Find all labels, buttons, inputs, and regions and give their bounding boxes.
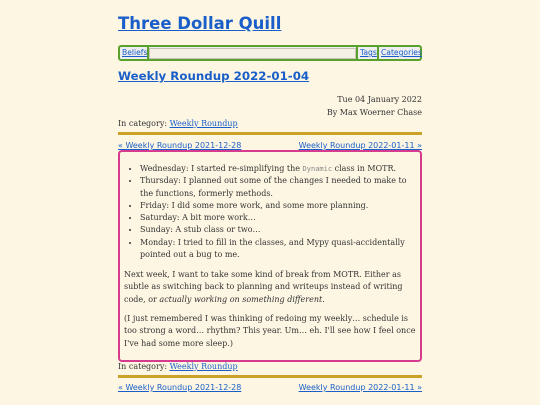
roundup-list bbox=[140, 163, 416, 261]
prev-post-link[interactable]: « Weekly Roundup 2021-12-28 bbox=[118, 383, 242, 392]
list-item: • Sunday: A stub class or two… bbox=[140, 224, 416, 236]
next-post-link[interactable]: Weekly Roundup 2022-01-11 » bbox=[298, 383, 422, 392]
post-title-link[interactable]: Weekly Roundup 2022-01-04 bbox=[118, 69, 310, 83]
prev-post-link[interactable]: « Weekly Roundup 2021-12-28 bbox=[118, 141, 242, 150]
nav-tags-link[interactable]: Tags bbox=[360, 48, 377, 57]
code-snippet: Dynamic bbox=[302, 165, 333, 173]
post-date: Tue 04 January 2022 bbox=[337, 95, 422, 104]
list-item: • Thursday: I planned out some of the changes I needed to make to the functions, formerly methods. bbox=[140, 175, 416, 200]
category-line-bottom bbox=[118, 362, 238, 371]
divider-rule bbox=[118, 375, 422, 378]
nav-divider bbox=[377, 47, 379, 59]
list-item: • Wednesday: I started re-simplifying the Dynamic class in MOTR. bbox=[140, 163, 416, 175]
site-title-link[interactable]: Three Dollar Quill bbox=[118, 14, 282, 33]
list-item: • Saturday: A bit more work… bbox=[140, 212, 416, 224]
list-item: • Friday: I did some more work, and some more planning. bbox=[140, 200, 416, 212]
nav-bar bbox=[118, 45, 422, 61]
nav-divider bbox=[356, 47, 358, 59]
paragraph-next-week: Next week, I want to take some kind of break from MOTR. Either as subtle as switching back to planning and writeups instead of writing code, or actually working on something different. bbox=[124, 270, 403, 304]
paragraph-aside: (I just remembered I was thinking of redoing my weekly… schedule is too strong a word… rhythm? This year. Um… eh. I'll see how I feel once I've had some more sleep.) bbox=[124, 314, 416, 348]
category-line-top bbox=[118, 119, 238, 128]
category-label: In category: bbox=[118, 362, 168, 371]
divider-rule bbox=[118, 132, 422, 135]
post-content bbox=[118, 150, 422, 362]
nav-spacer bbox=[149, 48, 356, 59]
nav-beliefs-link[interactable]: Beliefs bbox=[122, 48, 148, 57]
list-item: • Monday: I tried to fill in the classes, and Mypy quasi-accidentally pointed out a bug to me. bbox=[140, 237, 416, 262]
post-byline: By Max Woerner Chase bbox=[326, 108, 422, 117]
category-link[interactable]: Weekly Roundup bbox=[169, 362, 238, 371]
category-label: In category: bbox=[118, 119, 168, 128]
next-post-link[interactable]: Weekly Roundup 2022-01-11 » bbox=[298, 141, 422, 150]
nav-categories-link[interactable]: Categories bbox=[381, 48, 422, 57]
category-link[interactable]: Weekly Roundup bbox=[169, 119, 238, 128]
